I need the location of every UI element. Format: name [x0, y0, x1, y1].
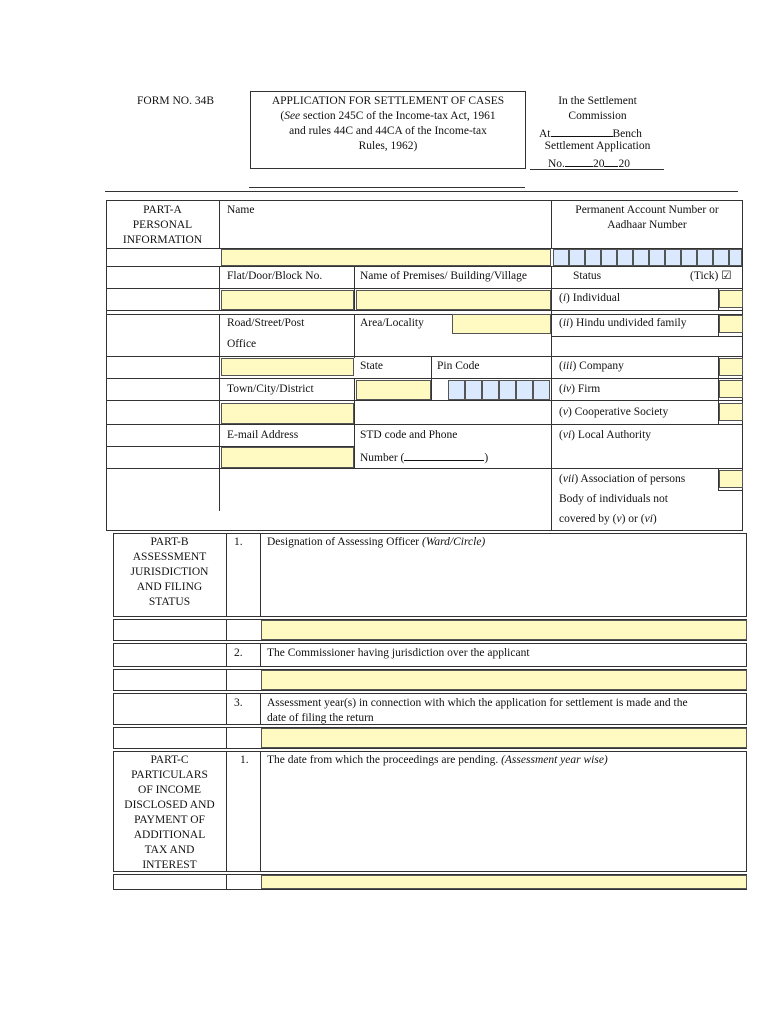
part-c-heading-5: PAYMENT OF	[134, 814, 205, 826]
settlement-application-label: Settlement Application	[544, 140, 651, 152]
rule	[354, 314, 355, 358]
status-huf: (ii) Hindu undivided family	[559, 317, 687, 329]
rule	[551, 336, 743, 337]
part-a-heading-1: PART-A	[143, 204, 182, 216]
pan-label-2: Aadhaar Number	[607, 219, 687, 231]
status-text: Cooperative Society	[571, 406, 669, 418]
proceedings-date-label	[267, 753, 608, 768]
part-c-heading-3: OF INCOME	[138, 784, 201, 796]
pan-digit[interactable]	[729, 249, 742, 266]
rule	[106, 288, 743, 289]
pin-digit[interactable]	[465, 380, 482, 400]
commission-label2: Commission	[568, 110, 627, 122]
pan-digit[interactable]	[649, 249, 665, 266]
email-label: E-mail Address	[227, 429, 299, 441]
firm-checkbox[interactable]	[719, 380, 743, 398]
status-num: vii	[562, 473, 575, 485]
pan-digit[interactable]	[569, 249, 585, 266]
rule	[226, 693, 227, 725]
see-word: See	[284, 110, 301, 122]
item-number: 1.	[240, 754, 249, 766]
header-full-line	[105, 191, 738, 192]
status-coop: (v) Cooperative Society	[559, 406, 669, 418]
part-c-heading-7: TAX AND	[144, 844, 195, 856]
rule	[106, 400, 743, 401]
town-label: Town/City/District	[227, 383, 314, 395]
rule	[226, 643, 227, 667]
rule	[260, 751, 261, 872]
part-b-heading-3: JURISDICTION	[130, 566, 209, 578]
flat-field[interactable]	[221, 290, 354, 310]
year-prefix-1: 20	[592, 158, 605, 170]
app-no-blank[interactable]	[565, 154, 593, 167]
item-italic: (Assessment year wise)	[501, 754, 608, 766]
year-blank[interactable]	[604, 154, 618, 167]
item-text: The date from which the proceedings are pending.	[267, 754, 502, 766]
assessing-officer-field[interactable]	[261, 620, 747, 640]
header-divider-right	[530, 169, 664, 170]
status-num: vi	[562, 429, 572, 441]
status-text: Firm	[575, 383, 601, 395]
part-a-heading-3: INFORMATION	[122, 234, 203, 246]
status-num: ii	[562, 317, 570, 329]
road-field[interactable]	[221, 358, 354, 376]
name-label: Name	[227, 204, 255, 216]
form-title: APPLICATION FOR SETTLEMENT OF CASES	[271, 95, 505, 107]
pan-digit[interactable]	[633, 249, 649, 266]
form-title-line4: Rules, 1962)	[358, 140, 418, 152]
aop-text-b: ) or (	[621, 513, 645, 525]
item-text: Designation of Assessing Officer	[267, 536, 423, 548]
status-num: i	[562, 292, 567, 304]
form-title-reference: (See section 245C of the Income-tax Act, 1961	[280, 110, 496, 122]
email-field[interactable]	[221, 447, 354, 468]
pan-digit[interactable]	[665, 249, 681, 266]
rule	[226, 619, 227, 641]
pin-digit[interactable]	[499, 380, 516, 400]
commissioner-label: The Commissioner having jurisdiction over the applicant	[267, 647, 530, 659]
area-field[interactable]	[452, 314, 551, 334]
aop-checkbox[interactable]	[719, 470, 743, 488]
part-c-heading-6: ADDITIONAL	[133, 829, 206, 841]
status-text: Individual	[569, 292, 621, 304]
part-c-heading-4: DISCLOSED AND	[124, 799, 215, 811]
commissioner-field[interactable]	[261, 670, 747, 690]
std-code-blank[interactable]	[404, 448, 484, 461]
status-num: iv	[562, 383, 572, 395]
aop-text-c: )	[652, 513, 657, 525]
header-underline	[249, 187, 525, 188]
rule	[260, 693, 261, 725]
premises-label: Name of Premises/ Building/Village	[360, 270, 527, 282]
part-b-heading-1: PART-B	[150, 536, 189, 548]
rule	[226, 751, 227, 872]
state-field[interactable]	[356, 380, 431, 400]
phone-close: )	[484, 452, 489, 464]
rule	[226, 533, 227, 617]
pan-digit[interactable]	[553, 249, 569, 266]
rule	[226, 727, 227, 749]
at-label: At	[539, 128, 551, 140]
aop-vi: vi	[644, 513, 653, 525]
status-num: iii	[562, 360, 573, 372]
assessment-year-field[interactable]	[261, 728, 747, 748]
status-firm: (iv) Firm	[559, 383, 601, 395]
rule	[260, 643, 261, 667]
aop-v: v	[616, 513, 622, 525]
part-b-heading-4: AND FILING	[136, 581, 203, 593]
status-label: Status	[573, 270, 602, 282]
part-c-heading-1: PART-C	[150, 754, 189, 766]
pin-digit[interactable]	[516, 380, 533, 400]
status-local-authority: (vi) Local Authority	[559, 429, 652, 441]
pan-digit[interactable]	[697, 249, 713, 266]
coop-checkbox[interactable]	[719, 403, 743, 421]
rule	[354, 400, 355, 424]
pin-digit[interactable]	[533, 380, 550, 400]
name-field[interactable]	[221, 249, 551, 266]
pin-label: Pin Code	[437, 360, 480, 372]
town-field[interactable]	[221, 403, 354, 424]
status-company: (iii) Company	[559, 360, 624, 372]
rule	[106, 314, 743, 315]
rule	[354, 378, 355, 400]
item-number: 3.	[234, 697, 243, 709]
part-b-heading-5: STATUS	[148, 596, 191, 608]
aop-text-a: covered by (	[559, 513, 617, 525]
rule	[219, 314, 220, 511]
assessment-year-label: Assessment year(s) in connection with which the application for settlement is made and the	[267, 697, 688, 709]
status-text: Hindu undivided family	[573, 317, 687, 329]
status-aop: (vii) Association of persons	[559, 473, 686, 485]
form-title-line3: and rules 44C and 44CA of the Income-tax	[289, 125, 487, 137]
pan-digit[interactable]	[681, 249, 697, 266]
part-b-heading-2: ASSESSMENT	[132, 551, 207, 563]
rule	[226, 669, 227, 691]
premises-field[interactable]	[356, 290, 551, 310]
status-text: Company	[576, 360, 624, 372]
pin-digit[interactable]	[482, 380, 499, 400]
tick-label: (Tick) ☑	[690, 270, 732, 282]
flat-label: Flat/Door/Block No.	[227, 270, 323, 282]
status-individual: (i) Individual	[559, 292, 621, 304]
rule	[106, 424, 743, 425]
pan-digit[interactable]	[713, 249, 729, 266]
form-number: FORM NO. 34B	[137, 95, 215, 107]
road-label: Road/Street/Post	[227, 317, 305, 329]
item-number: 2.	[234, 647, 243, 659]
phone-label-2	[360, 448, 488, 466]
huf-checkbox[interactable]	[719, 315, 743, 333]
aop-line3	[559, 512, 657, 527]
year-prefix-2: 20	[618, 158, 630, 170]
no-label: No.	[548, 158, 565, 170]
pan-digit[interactable]	[601, 249, 617, 266]
status-text: Association of persons	[578, 473, 686, 485]
aop-line2: Body of individuals not	[559, 493, 668, 505]
rule	[260, 533, 261, 617]
part-a-divider	[219, 200, 220, 248]
company-checkbox[interactable]	[719, 358, 743, 376]
rule	[226, 874, 227, 890]
state-label: State	[360, 360, 383, 372]
pin-digit[interactable]	[448, 380, 465, 400]
status-text: Local Authority	[575, 429, 652, 441]
commission-label: In the Settlement	[558, 95, 637, 107]
phone-number-label: Number (	[360, 452, 405, 464]
pan-label: Permanent Account Number or	[575, 204, 719, 216]
rule	[106, 266, 743, 267]
item-number: 1.	[234, 536, 243, 548]
part-c-heading-2: PARTICULARS	[131, 769, 208, 781]
rule	[354, 424, 355, 468]
assessment-year-label-2: date of filing the return	[267, 712, 374, 724]
pan-digit[interactable]	[617, 249, 633, 266]
rule	[551, 266, 552, 531]
bench-label: Bench	[612, 128, 642, 140]
part-a-heading-2: PERSONAL	[132, 219, 193, 231]
rule	[106, 378, 743, 379]
phone-label: STD code and Phone	[360, 429, 458, 441]
see-rest: section 245C of the Income-tax Act, 1961	[300, 110, 496, 122]
status-num: v	[562, 406, 568, 418]
pan-digit[interactable]	[585, 249, 601, 266]
rule	[106, 468, 743, 469]
rule	[106, 310, 743, 311]
bench-blank[interactable]	[551, 124, 613, 137]
rule	[106, 356, 743, 357]
individual-checkbox[interactable]	[719, 290, 743, 308]
road-label-2: Office	[227, 338, 257, 350]
rule	[718, 490, 743, 491]
proceedings-date-field[interactable]	[261, 875, 747, 889]
assessing-officer-label	[267, 535, 485, 550]
part-c-heading-8: INTEREST	[142, 859, 197, 871]
area-label: Area/Locality	[360, 317, 424, 329]
item-italic: (Ward/Circle)	[422, 536, 486, 548]
